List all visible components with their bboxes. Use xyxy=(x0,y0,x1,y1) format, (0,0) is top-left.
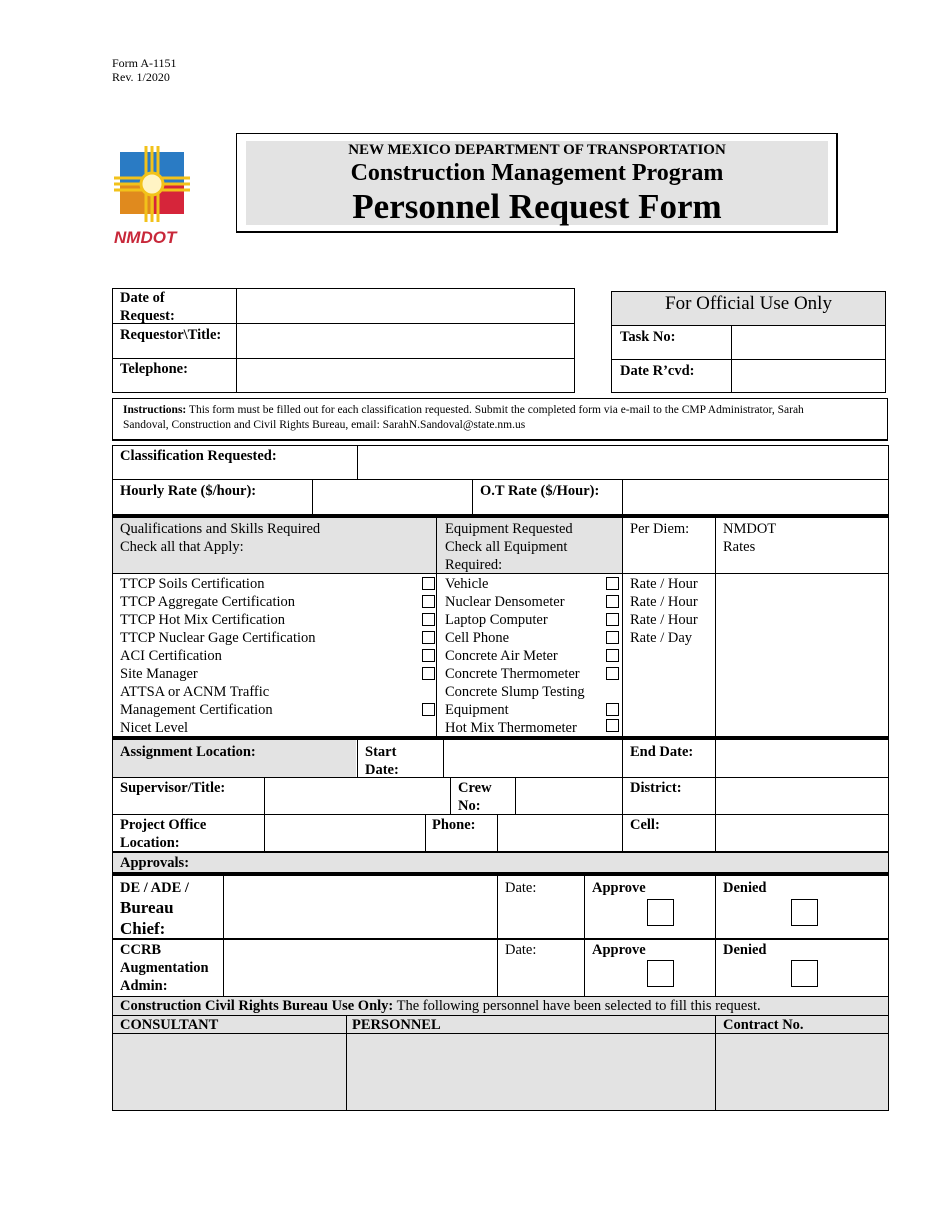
logo-text: NMDOT xyxy=(114,228,177,247)
cell-field[interactable] xyxy=(717,816,887,851)
equipment-heading-1: Equipment Requested xyxy=(445,521,573,537)
de-label-1: DE / ADE / xyxy=(120,880,189,896)
ccrb-use-bold: Construction Civil Rights Bureau Use Only: xyxy=(120,998,394,1014)
supervisor-title-field[interactable] xyxy=(266,779,449,813)
checkbox-air-meter[interactable] xyxy=(606,649,619,662)
qualification-item: Nicet Level xyxy=(120,720,189,736)
classification-label: Classification Requested: xyxy=(120,448,277,464)
end-date-label: End Date: xyxy=(630,744,694,760)
checkbox-ttcp-aggregate[interactable] xyxy=(422,595,435,608)
qualification-item: Management Certification xyxy=(120,702,273,718)
checkbox-site-manager[interactable] xyxy=(422,667,435,680)
de-approve-checkbox[interactable] xyxy=(647,899,674,926)
equipment-item: Equipment xyxy=(445,702,509,718)
requestor-title-field[interactable] xyxy=(238,325,573,357)
qualification-item: TTCP Nuclear Gage Certification xyxy=(120,630,316,646)
crew-no-label-1: Crew xyxy=(458,780,492,796)
ccrb-date-label: Date: xyxy=(505,942,537,958)
rate-label: Rate / Day xyxy=(630,630,693,646)
equipment-heading-3: Required: xyxy=(445,557,503,573)
equipment-item: Vehicle xyxy=(445,576,489,592)
personnel-field[interactable] xyxy=(347,1034,714,1110)
checkbox-cell-phone[interactable] xyxy=(606,631,619,644)
checkbox-vehicle[interactable] xyxy=(606,577,619,590)
checkbox-ttcp-soils[interactable] xyxy=(422,577,435,590)
equipment-item: Nuclear Densometer xyxy=(445,594,565,610)
checkbox-concrete-thermometer[interactable] xyxy=(606,667,619,680)
checkbox-traffic-management[interactable] xyxy=(422,703,435,716)
nmdot-rates-2: Rates xyxy=(723,539,756,555)
telephone-field[interactable] xyxy=(238,360,573,392)
hourly-rate-label: Hourly Rate ($/hour): xyxy=(120,483,257,499)
program-name: Construction Management Program xyxy=(350,160,724,186)
ccrb-approve-label: Approve xyxy=(592,942,646,958)
de-denied-checkbox[interactable] xyxy=(791,899,818,926)
consultant-field[interactable] xyxy=(113,1034,345,1110)
equipment-item: Concrete Slump Testing xyxy=(445,684,585,700)
equipment-item: Concrete Thermometer xyxy=(445,666,580,682)
checkbox-aci[interactable] xyxy=(422,649,435,662)
checkbox-ttcp-hot-mix[interactable] xyxy=(422,613,435,626)
approvals-bar xyxy=(112,853,889,872)
phone-label: Phone: xyxy=(432,817,476,833)
ccrb-signature-field[interactable] xyxy=(225,941,496,995)
nmdot-rates-field[interactable] xyxy=(717,575,887,735)
de-label-3: Chief: xyxy=(120,919,166,938)
instructions-line-1: This form must be filled out for each classification requested. Submit the completed form via e-mail to the CMP Administrator, Sarah xyxy=(186,404,804,416)
task-no-field[interactable] xyxy=(733,327,885,358)
de-date-label: Date: xyxy=(505,880,537,896)
header-box xyxy=(236,133,838,233)
ccrb-approve-checkbox[interactable] xyxy=(647,960,674,987)
equipment-item: Cell Phone xyxy=(445,630,510,646)
date-label-2: Request: xyxy=(120,308,175,324)
department-name: NEW MEXICO DEPARTMENT OF TRANSPORTATION xyxy=(348,142,726,158)
checkbox-slump-testing[interactable] xyxy=(606,703,619,716)
end-date-field[interactable] xyxy=(717,741,887,776)
date-received-field[interactable] xyxy=(733,361,885,392)
ccrb-label-1: CCRB xyxy=(120,942,162,958)
instructions-line-2: Sandoval, Construction and Civil Rights Bureau, email: SarahN.Sandoval@state.nm.us xyxy=(123,419,526,431)
assignment-location-label: Assignment Location: xyxy=(120,744,256,760)
task-no-label: Task No: xyxy=(620,329,676,345)
de-label-2: Bureau xyxy=(120,898,174,917)
start-date-label-2: Date: xyxy=(365,762,399,778)
qualifications-heading-1: Qualifications and Skills Required xyxy=(120,521,321,537)
de-denied-label: Denied xyxy=(723,880,767,896)
project-office-label-1: Project Office xyxy=(120,817,207,833)
ccrb-denied-label: Denied xyxy=(723,942,767,958)
instructions xyxy=(112,398,888,441)
requestor-title-label: Requestor\Title: xyxy=(120,327,222,343)
de-approve-label: Approve xyxy=(592,880,646,896)
form-revision: Rev. 1/2020 xyxy=(112,70,170,84)
qualifications-heading-2: Check all that Apply: xyxy=(120,539,244,555)
district-field[interactable] xyxy=(717,779,887,813)
equipment-item: Hot Mix Thermometer xyxy=(445,720,577,736)
crew-no-label-2: No: xyxy=(458,798,481,814)
ot-rate-label: O.T Rate ($/Hour): xyxy=(480,483,600,499)
checkbox-hot-mix-thermometer[interactable] xyxy=(606,719,619,732)
qualification-item: ATTSA or ACNM Traffic xyxy=(120,684,270,700)
district-label: District: xyxy=(630,780,682,796)
supervisor-title-label: Supervisor/Title: xyxy=(120,780,226,796)
checkbox-laptop[interactable] xyxy=(606,613,619,626)
nmdot-logo xyxy=(110,142,190,248)
personnel-header: PERSONNEL xyxy=(352,1017,441,1033)
ccrb-use-note xyxy=(120,997,761,1015)
qualification-item: TTCP Hot Mix Certification xyxy=(120,612,285,628)
per-diem-label: Per Diem: xyxy=(630,521,690,537)
official-use-heading: For Official Use Only xyxy=(665,293,832,314)
date-label-1: Date of xyxy=(120,290,165,306)
crew-no-field[interactable] xyxy=(517,779,621,813)
equipment-item: Laptop Computer xyxy=(445,612,548,628)
de-signature-field[interactable] xyxy=(225,877,496,937)
phone-field[interactable] xyxy=(499,816,621,851)
equipment-heading-2: Check all Equipment xyxy=(445,539,568,555)
start-date-label-1: Start xyxy=(365,744,397,760)
rate-label: Rate / Hour xyxy=(630,576,698,592)
instructions-label: Instructions: xyxy=(123,404,187,416)
rate-label: Rate / Hour xyxy=(630,594,698,610)
qualification-item: TTCP Aggregate Certification xyxy=(120,594,296,610)
qualification-item: ACI Certification xyxy=(120,648,222,664)
start-date-field[interactable] xyxy=(445,741,621,776)
telephone-label: Telephone: xyxy=(120,361,188,377)
date-of-request-field[interactable] xyxy=(238,290,573,322)
consultant-header: CONSULTANT xyxy=(120,1017,219,1033)
approvals-heading: Approvals: xyxy=(120,855,190,871)
project-office-field[interactable] xyxy=(266,816,424,851)
qualification-item: Site Manager xyxy=(120,666,198,682)
page-title: Personnel Request Form xyxy=(352,187,722,226)
ccrb-label-2: Augmentation xyxy=(120,960,209,976)
qualification-item: TTCP Soils Certification xyxy=(120,576,265,592)
ccrb-use-text: The following personnel have been selected to fill this request. xyxy=(393,998,761,1014)
contract-no-field[interactable] xyxy=(716,1034,888,1110)
classification-field[interactable] xyxy=(359,447,887,478)
checkbox-nuclear-densometer[interactable] xyxy=(606,595,619,608)
ccrb-denied-checkbox[interactable] xyxy=(791,960,818,987)
ot-rate-field[interactable] xyxy=(624,481,888,514)
equipment-item: Concrete Air Meter xyxy=(445,648,558,664)
form-number: Form A-1151 xyxy=(112,56,177,70)
checkbox-ttcp-nuclear-gage[interactable] xyxy=(422,631,435,644)
hourly-rate-field[interactable] xyxy=(314,481,471,514)
project-office-label-2: Location: xyxy=(120,835,180,851)
rate-label: Rate / Hour xyxy=(630,612,698,628)
cell-label: Cell: xyxy=(630,817,660,833)
date-received-label: Date R’cvd: xyxy=(620,363,695,379)
ccrb-label-3: Admin: xyxy=(120,978,168,994)
contract-no-header: Contract No. xyxy=(723,1017,804,1033)
nmdot-rates-1: NMDOT xyxy=(723,521,777,537)
